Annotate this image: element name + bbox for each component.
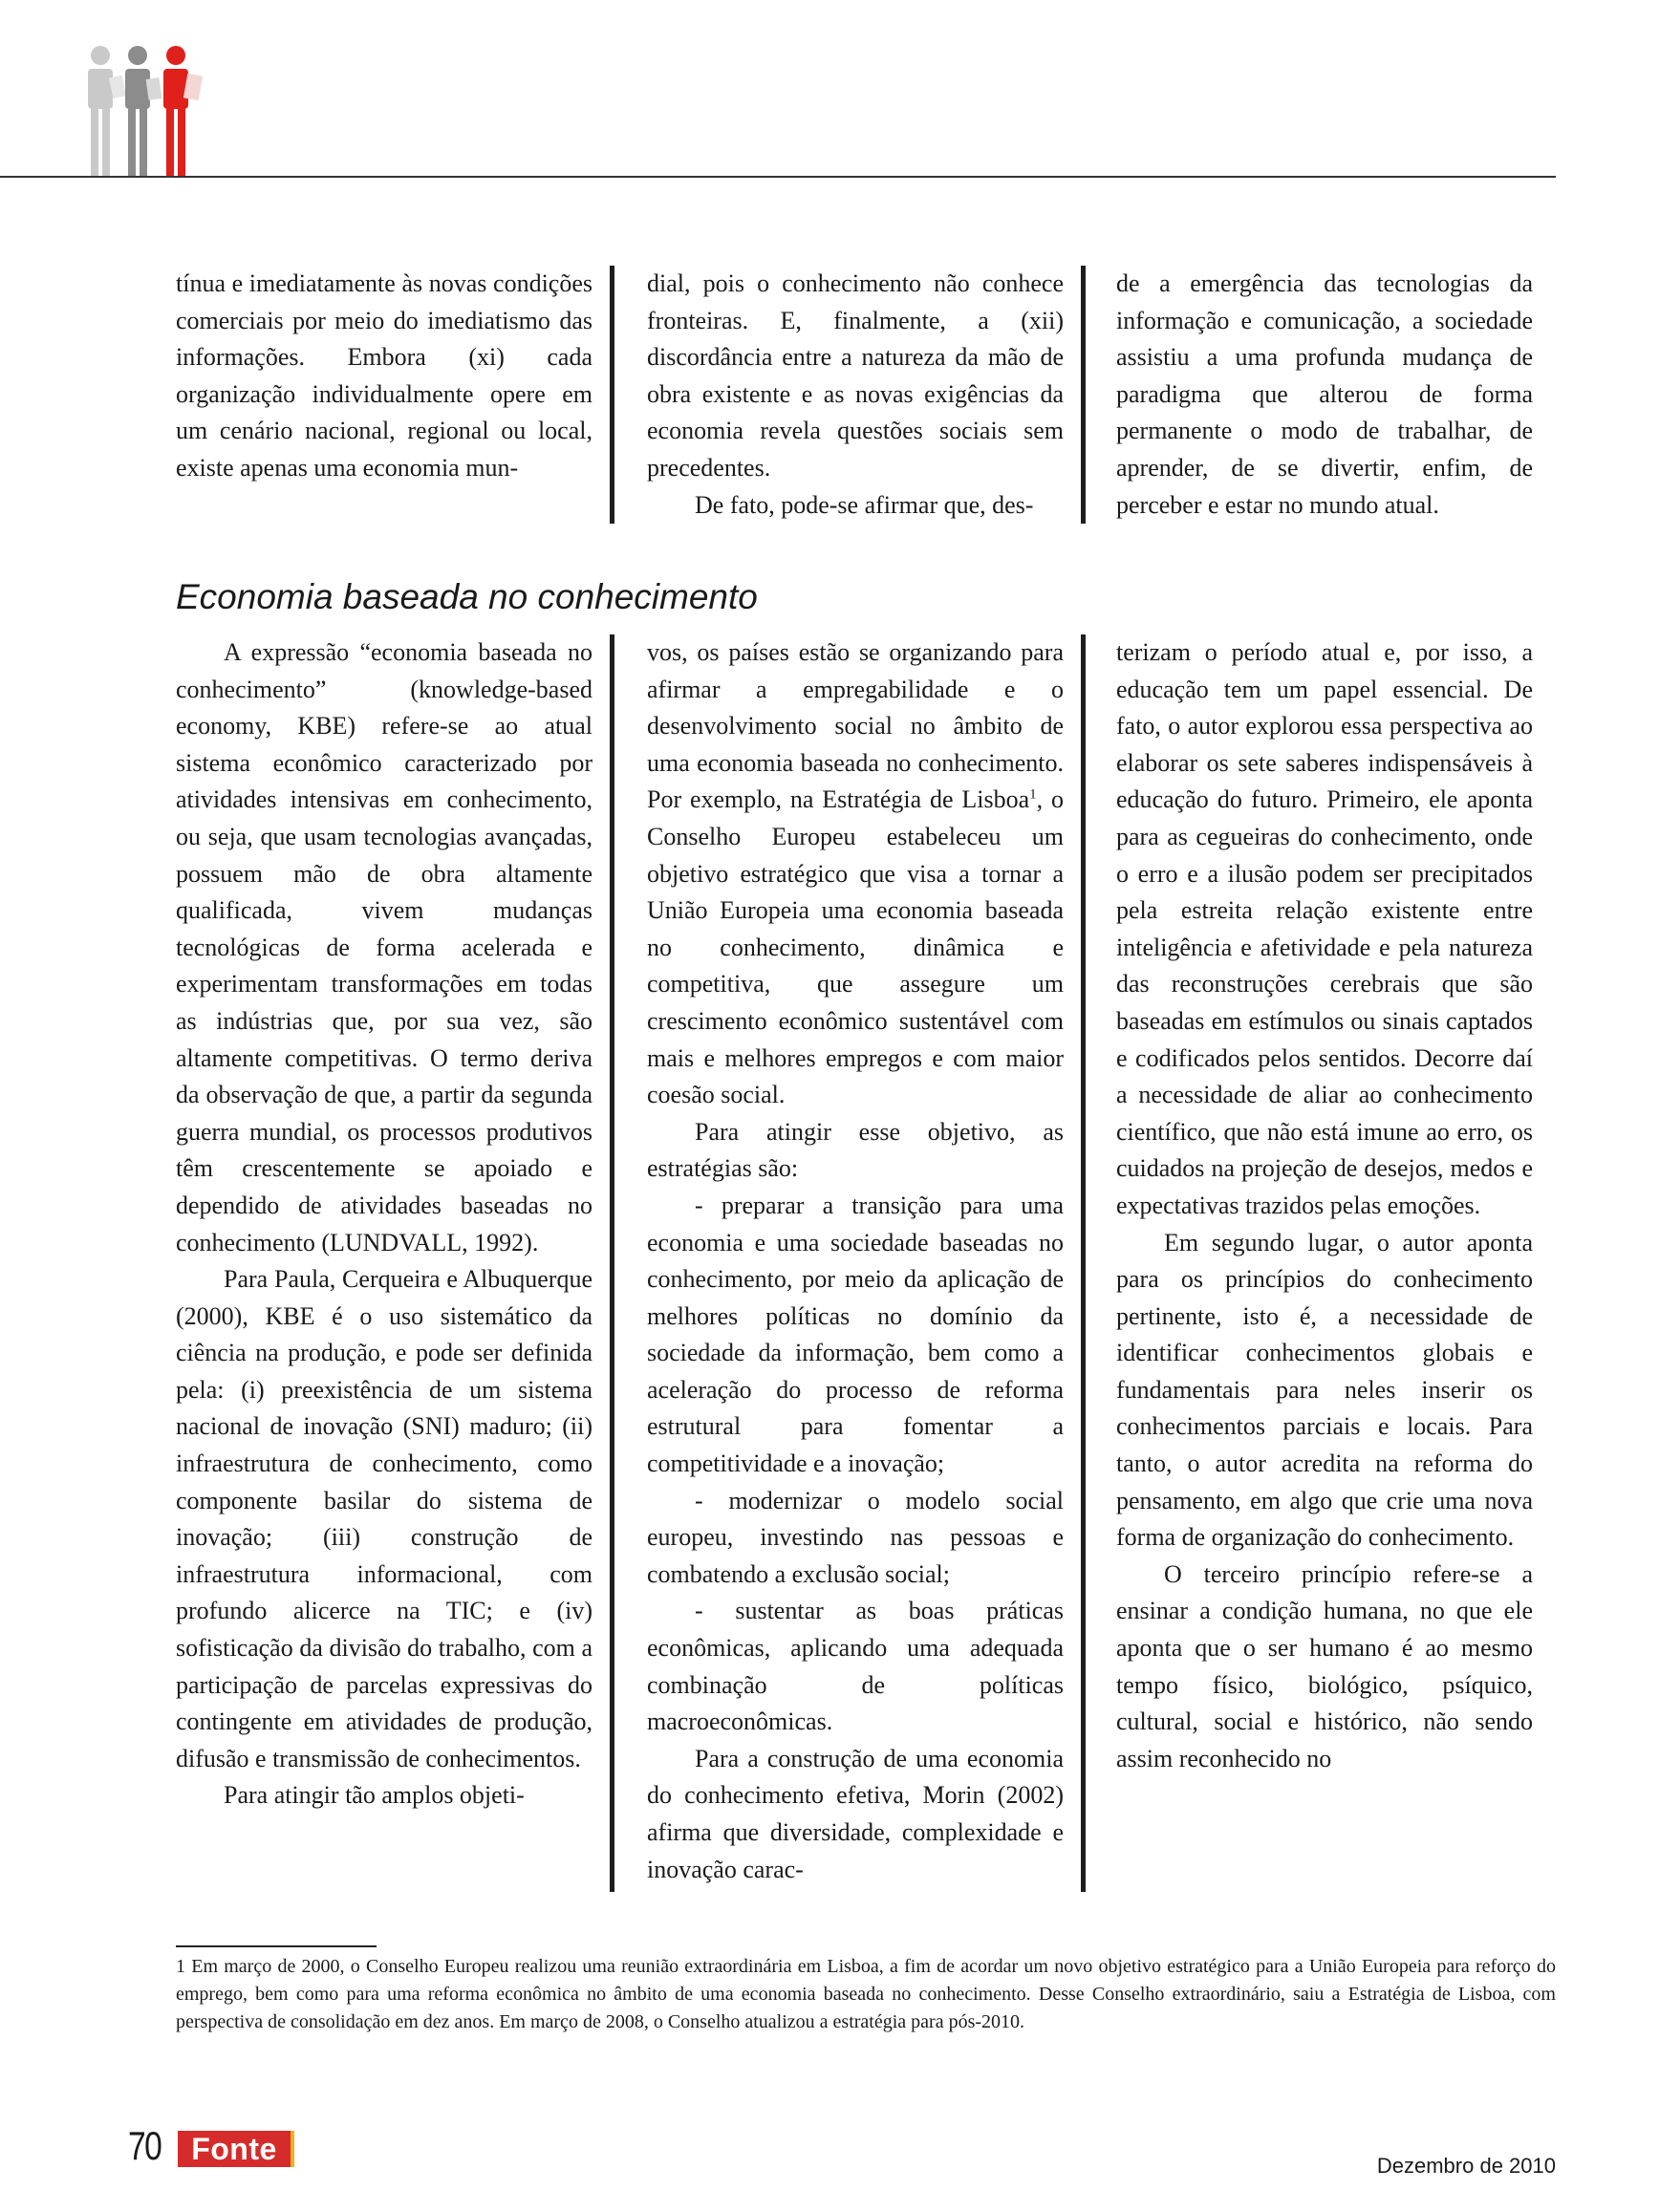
paragraph: De fato, pode-se afirmar que, des- <box>695 490 1034 519</box>
paragraph: de a emergência das tecnologias da informação e comunicação, a sociedade assistiu a uma profunda mudança de paradigma que alterou de forma permanente o modo de trabalhar, de aprender, de se divertir, enfim, de perceber e estar no mundo atual. <box>1116 269 1533 519</box>
paragraph: terizam o período atual e, por isso, a educação tem um papel essencial. De fato, o autor explorou essa perspectiva ao elaborar os sete saberes indispensáveis à educação do futuro. Primeiro, ele aponta para as cegueiras do conhecimento, onde o erro e a ilusão podem ser precipitados pela estreita relação existente entre inteligência e afetividade e pela natureza das reconstruções cerebrais que são baseadas em estímulos ou sinais captados e codificados pelos sentidos. Decorre daí a necessidade de aliar ao conhecimento científico, que não está imune ao erro, os cuidados na projeção de desejos, medos e expectativas trazidos pelas emoções. <box>1116 638 1533 1219</box>
footnote-marker[interactable]: 1 <box>1029 786 1037 803</box>
paragraph: tínua e imediatamente às novas condições comerciais por meio do imediatismo das informações. Embora (xi) cada organização individualmente opere em um cenário nacional, regional ou local, existe apenas uma economia mun- <box>176 269 592 482</box>
intro-column-2 <box>614 266 1081 524</box>
paragraph: Para Paula, Cerqueira e Albuquerque (2000), KBE é o uso sistemático da ciência na produção, e pode ser definida pela: (i) preexistência de um sistema nacional de inovação (SNI) maduro; (ii) infraestrutura de conhecimento, como componente basilar do sistema de inovação; (iii) construção de infraestrutura informacional, com profundo alicerce na TIC; e (iv) sofisticação da divisão do trabalho, com a participação de parcelas expressivas do contingente em atividades de produção, difusão e transmissão de conhecimentos. <box>176 1265 592 1772</box>
list-item: - modernizar o modelo social europeu, investindo nas pessoas e combatendo a exclusão social; <box>647 1486 1064 1588</box>
people-figures-logo-icon <box>76 38 220 182</box>
paragraph-text: , o Conselho Europeu estabeleceu um objetivo estratégico que visa a tornar a União Europeia uma economia baseada no conhecimento, dinâmica e competitiva, que assegure um crescimento econômico sustentável com mais e melhores empregos e com maior coesão social. <box>647 785 1064 1109</box>
paragraph: Para atingir tão amplos objeti- <box>224 1781 525 1810</box>
footnote: 1 Em março de 2000, o Conselho Europeu realizou uma reunião extraordinária em Lisboa, a fim de acordar um novo objetivo estratégico para a União Europeia para reforço do emprego, bem como para uma reforma econômica no âmbito de uma economia baseada no conhecimento. Desse Conselho extraordinário, saiu a Estratégia de Lisboa, com perspectiva de consolidação em dez anos. Em março de 2008, o Conselho atualizou a estratégia para pós-2010. <box>176 1956 1556 2032</box>
paragraph: Para atingir esse objetivo, as estratégias são: <box>647 1117 1064 1183</box>
paragraph: Em segundo lugar, o autor aponta para os princípios do conhecimento pertinente, isto é, a necessidade de identificar conhecimentos globais e fundamentais para neles inserir os conhecimentos parciais e locais. Para tanto, o autor acredita na reforma do pensamento, em algo que crie uma nova forma de organização do conhecimento. <box>1116 1228 1533 1552</box>
intro-column-1 <box>176 266 610 524</box>
paragraph <box>647 634 1064 1114</box>
header-rule <box>0 176 1556 178</box>
footnote-rule <box>176 1945 377 1947</box>
list-item: - preparar a transição para uma economia e uma sociedade baseadas no conhecimento, por meio da aplicação de melhores políticas no domínio da sociedade da informação, bem como a aceleração do processo de reforma estrutural para fomentar a competitividade e a inovação; <box>647 1191 1064 1478</box>
list-item: - sustentar as boas práticas econômicas, aplicando uma adequada combinação de políticas macroeconômicas. <box>647 1597 1064 1736</box>
brand-logo: Fonte <box>178 2131 294 2167</box>
section-columns <box>176 634 1556 1892</box>
paragraph: A expressão “economia baseada no conhecimento” (knowledge-based economy, KBE) refere-se ao atual sistema econômico caracterizado por atividades intensivas em conhecimento, ou seja, que usam tecnologias avançadas, possuem mão de obra altamente qualificada, vivem mudanças tecnológicas de forma acelerada e experimentam transformações em todas as indústrias que, por sua vez, são altamente competitivas. O termo deriva da observação de que, a partir da segunda guerra mundial, os processos produtivos têm crescentemente se apoiado e dependido de atividades baseadas no conhecimento (LUNDVALL, 1992). <box>176 638 592 1256</box>
paragraph: Para a construção de uma economia do conhecimento efetiva, Morin (2002) afirma que diversidade, complexidade e inovação carac- <box>647 1744 1064 1883</box>
paragraph-text: vos, os países estão se organizando para afirmar a empregabilidade e o desenvolvimento social no âmbito de uma economia baseada no conhecimento. Por exemplo, na Estratégia de Lisboa <box>647 638 1064 814</box>
section-column-1 <box>176 634 610 1892</box>
section-title: Economia baseada no conhecimento <box>176 577 758 616</box>
intro-columns <box>176 266 1556 524</box>
paragraph: dial, pois o conhecimento não conhece fronteiras. E, finalmente, a (xii) discordância entre a natureza da mão de obra existente e as novas exigências da economia revela questões sociais sem precedentes. <box>647 269 1064 482</box>
paragraph: O terceiro princípio refere-se a ensinar a condição humana, no que ele aponta que o ser humano é ao mesmo tempo físico, biológico, psíquico, cultural, social e histórico, não sendo assim reconhecido no <box>1116 1559 1533 1772</box>
section-column-3 <box>1086 634 1533 1892</box>
section-column-2 <box>614 634 1081 1892</box>
intro-column-3 <box>1086 266 1533 524</box>
page-number: 70 <box>128 2123 162 2168</box>
issue-date: Dezembro de 2010 <box>1376 2154 1556 2178</box>
